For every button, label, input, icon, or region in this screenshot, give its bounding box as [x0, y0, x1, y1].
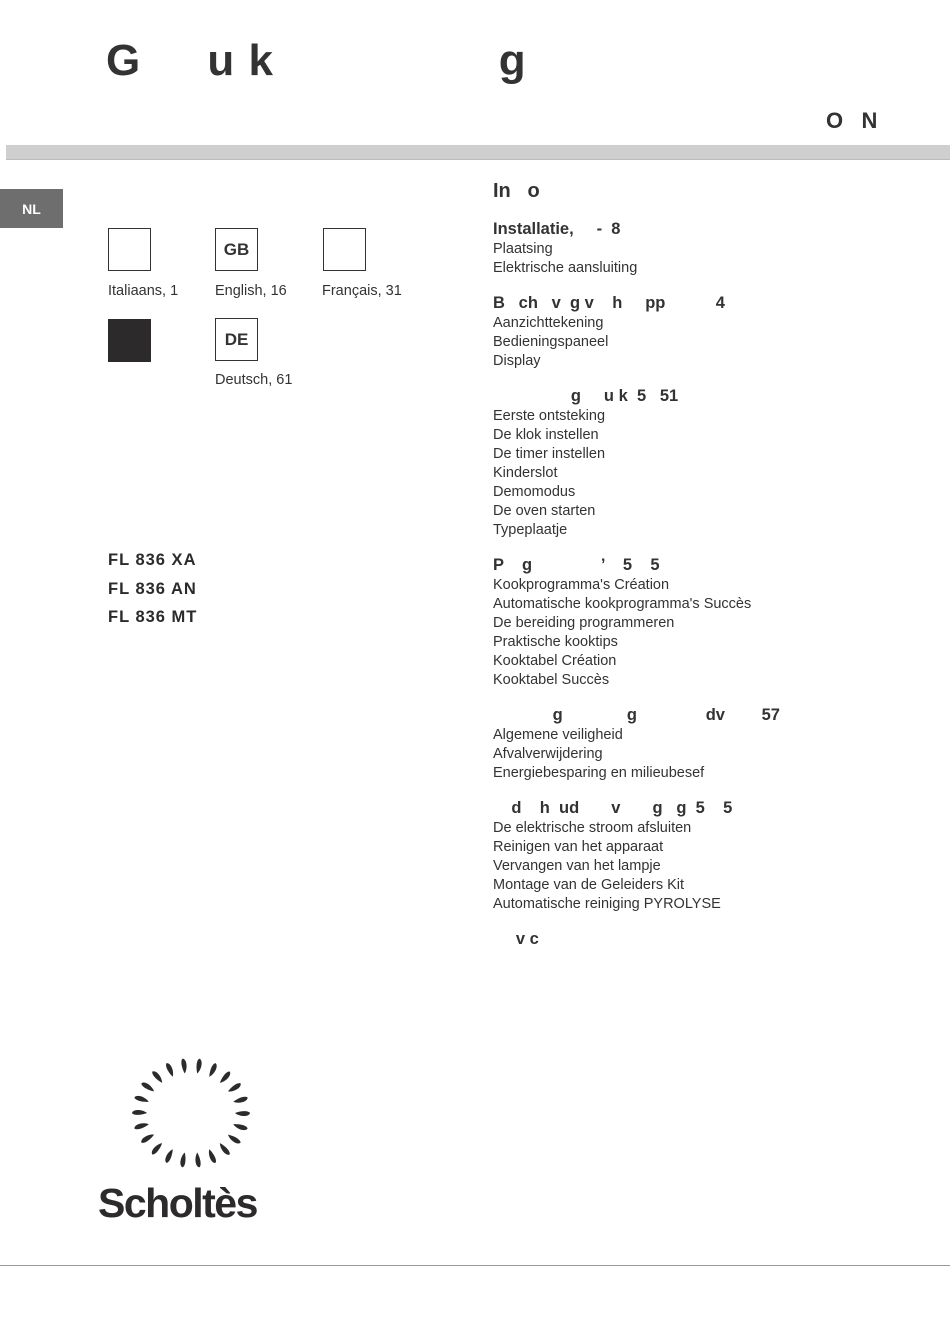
brand-name: Scholtès — [98, 1180, 257, 1226]
toc-item: Plaatsing — [493, 241, 553, 257]
toc-item: Automatische reiniging PYROLYSE — [493, 896, 721, 912]
toc-section — [493, 555, 923, 690]
sun-ray-mark — [207, 1148, 218, 1164]
sun-ray-mark — [227, 1082, 242, 1094]
toc-item: Praktische kooktips — [493, 634, 618, 650]
sun-ray-mark — [151, 1070, 165, 1085]
toc-section-title: v c — [493, 930, 539, 948]
brand-logo — [98, 1048, 282, 1227]
toc-item: Montage van de Geleiders Kit — [493, 877, 685, 893]
sun-ray-mark — [132, 1110, 147, 1115]
language-label-german: Deutsch, 61 — [215, 372, 293, 388]
sun-ray-mark — [140, 1081, 155, 1093]
toc-item: Algemene veiligheid — [493, 727, 623, 743]
language-tab-nl: NL — [0, 189, 63, 228]
toc-heading: In o — [493, 180, 540, 202]
sun-ray-mark — [218, 1070, 232, 1085]
toc-item: De oven starten — [493, 503, 596, 519]
toc-item: Display — [493, 353, 541, 369]
sun-ray-mark — [134, 1121, 150, 1130]
document-title: G u k g — [106, 36, 527, 85]
sun-ray-mark — [150, 1141, 164, 1156]
toc-item: Afvalverwijdering — [493, 746, 603, 762]
language-label-english: English, 16 — [215, 283, 287, 299]
toc-item: Kooktabel Création — [493, 653, 617, 669]
toc-section — [493, 386, 923, 540]
model-name: FL 836 AN — [108, 580, 197, 598]
sun-ray-mark — [232, 1122, 248, 1131]
sun-ray-mark — [181, 1058, 188, 1074]
toc-item: Elektrische aansluiting — [493, 260, 638, 276]
toc-section-title: P g ’ 5 5 — [493, 556, 660, 574]
toc-item: Kooktabel Succès — [493, 672, 610, 688]
toc-item: De elektrische stroom afsluiten — [493, 820, 692, 836]
toc-item: Energiebesparing en milieubesef — [493, 765, 705, 781]
toc-section — [493, 219, 923, 278]
header-divider-bar — [6, 145, 950, 160]
toc-section — [493, 705, 923, 783]
toc-item: Kookprogramma's Création — [493, 577, 670, 593]
toc-item: De timer instellen — [493, 446, 606, 462]
language-label-french: Français, 31 — [322, 283, 402, 299]
toc-section-title: Installatie, - 8 — [493, 220, 621, 238]
model-name: FL 836 XA — [108, 551, 197, 569]
toc-item: Eerste ontsteking — [493, 408, 606, 424]
table-of-contents — [493, 180, 923, 964]
language-label-italian: Italiaans, 1 — [108, 283, 179, 299]
toc-item: Automatische kookprogramma's Succès — [493, 596, 752, 612]
language-box-french — [323, 228, 366, 271]
sun-ray-mark — [235, 1111, 250, 1116]
sun-ray-mark — [180, 1152, 187, 1168]
toc-section-title: g g dv 57 — [493, 706, 780, 724]
sun-ray-mark — [164, 1148, 175, 1164]
toc-item: Bedieningspaneel — [493, 334, 609, 350]
language-box-english: GB — [215, 228, 258, 271]
sun-ray-mark — [165, 1062, 176, 1078]
language-box-dutch-filled — [108, 319, 151, 362]
toc-section — [493, 929, 923, 949]
sun-ray-mark — [233, 1096, 249, 1105]
toc-item: Kinderslot — [493, 465, 558, 481]
document-subtitle: O N — [826, 108, 878, 133]
model-name: FL 836 MT — [108, 608, 198, 626]
language-box-italian — [108, 228, 151, 271]
toc-item: De bereiding programmeren — [493, 615, 675, 631]
toc-section-title: B ch v g v h pp 4 — [493, 294, 725, 312]
toc-section — [493, 798, 923, 914]
toc-section-title: g u k 5 51 — [493, 387, 679, 405]
sun-ray-mark — [218, 1142, 232, 1157]
toc-item: Reinigen van het apparaat — [493, 839, 664, 855]
toc-item: Demomodus — [493, 484, 576, 500]
sun-ray-mark — [195, 1058, 202, 1074]
toc-item: De klok instellen — [493, 427, 599, 443]
toc-section — [493, 293, 923, 371]
sun-ray-mark — [140, 1132, 155, 1144]
toc-item: Typeplaatje — [493, 522, 568, 538]
toc-section-title: d h ud v g g 5 5 — [493, 799, 733, 817]
sun-ray-mark — [194, 1152, 201, 1168]
language-box-german: DE — [215, 318, 258, 361]
sun-burst-icon — [116, 1048, 266, 1178]
toc-item: Aanzichttekening — [493, 315, 604, 331]
sun-ray-mark — [134, 1095, 150, 1104]
toc-item: Vervangen van het lampje — [493, 858, 661, 874]
sun-ray-mark — [208, 1062, 219, 1078]
sun-ray-mark — [226, 1133, 241, 1145]
footer-divider — [0, 1265, 950, 1266]
